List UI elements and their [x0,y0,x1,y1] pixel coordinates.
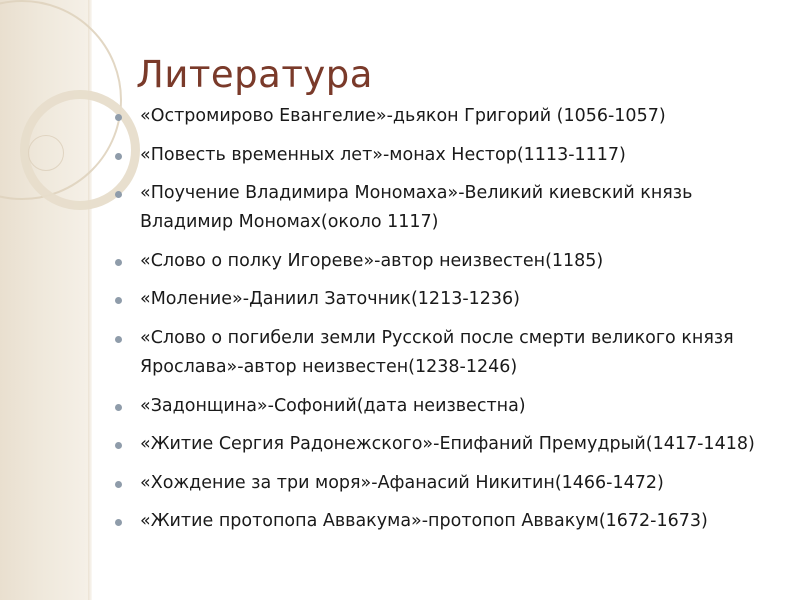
bullet-dot-icon [115,297,122,304]
bullet-dot-icon [115,153,122,160]
bullet-dot-icon [115,191,122,198]
bullet-dot-icon [115,481,122,488]
list-item [112,392,762,421]
list-item-text: «Повесть временных лет»-монах Нестор(1113-1117) [140,144,626,165]
bullet-dot-icon [115,114,122,121]
bullet-dot-icon [115,336,122,343]
list-item [112,247,762,276]
list-item [112,141,762,170]
bullet-dot-icon [115,519,122,526]
bullet-dot-icon [115,259,122,266]
list-item-text: «Хождение за три моря»-Афанасий Никитин(1466-1472) [140,472,664,493]
literature-list [112,102,762,546]
bullet-dot-icon [115,442,122,449]
list-item-text: «Житие протопопа Аввакума»-протопоп Аввакум(1672-1673) [140,511,708,532]
list-item [112,507,762,536]
list-item-text: «Задонщина»-Софоний(дата неизвестна) [140,395,526,416]
list-item [112,469,762,498]
list-item-text: «Слово о погибели земли Русской после смерти великого князя Ярослава»-автор неизвестен(1238-1246) [140,327,734,377]
list-item [112,179,762,237]
list-item-text: «Поучение Владимира Мономаха»-Великий киевский князь Владимир Мономах(около 1117) [140,183,693,233]
bullet-dot-icon [115,404,122,411]
slide-title: Литература [136,53,373,96]
list-item-text: «Житие Сергия Радонежского»-Епифаний Премудрый(1417-1418) [140,434,755,455]
decorative-ring-icon [28,135,64,171]
list-item [112,285,762,314]
list-item [112,102,762,131]
list-item-text: «Моление»-Даниил Заточник(1213-1236) [140,289,521,310]
list-item [112,430,762,459]
list-item-text: «Остромирово Евангелие»-дьякон Григорий (1056-1057) [140,106,666,126]
list-item-text: «Слово о полку Игореве»-автор неизвестен(1185) [140,250,604,271]
list-item [112,324,762,382]
